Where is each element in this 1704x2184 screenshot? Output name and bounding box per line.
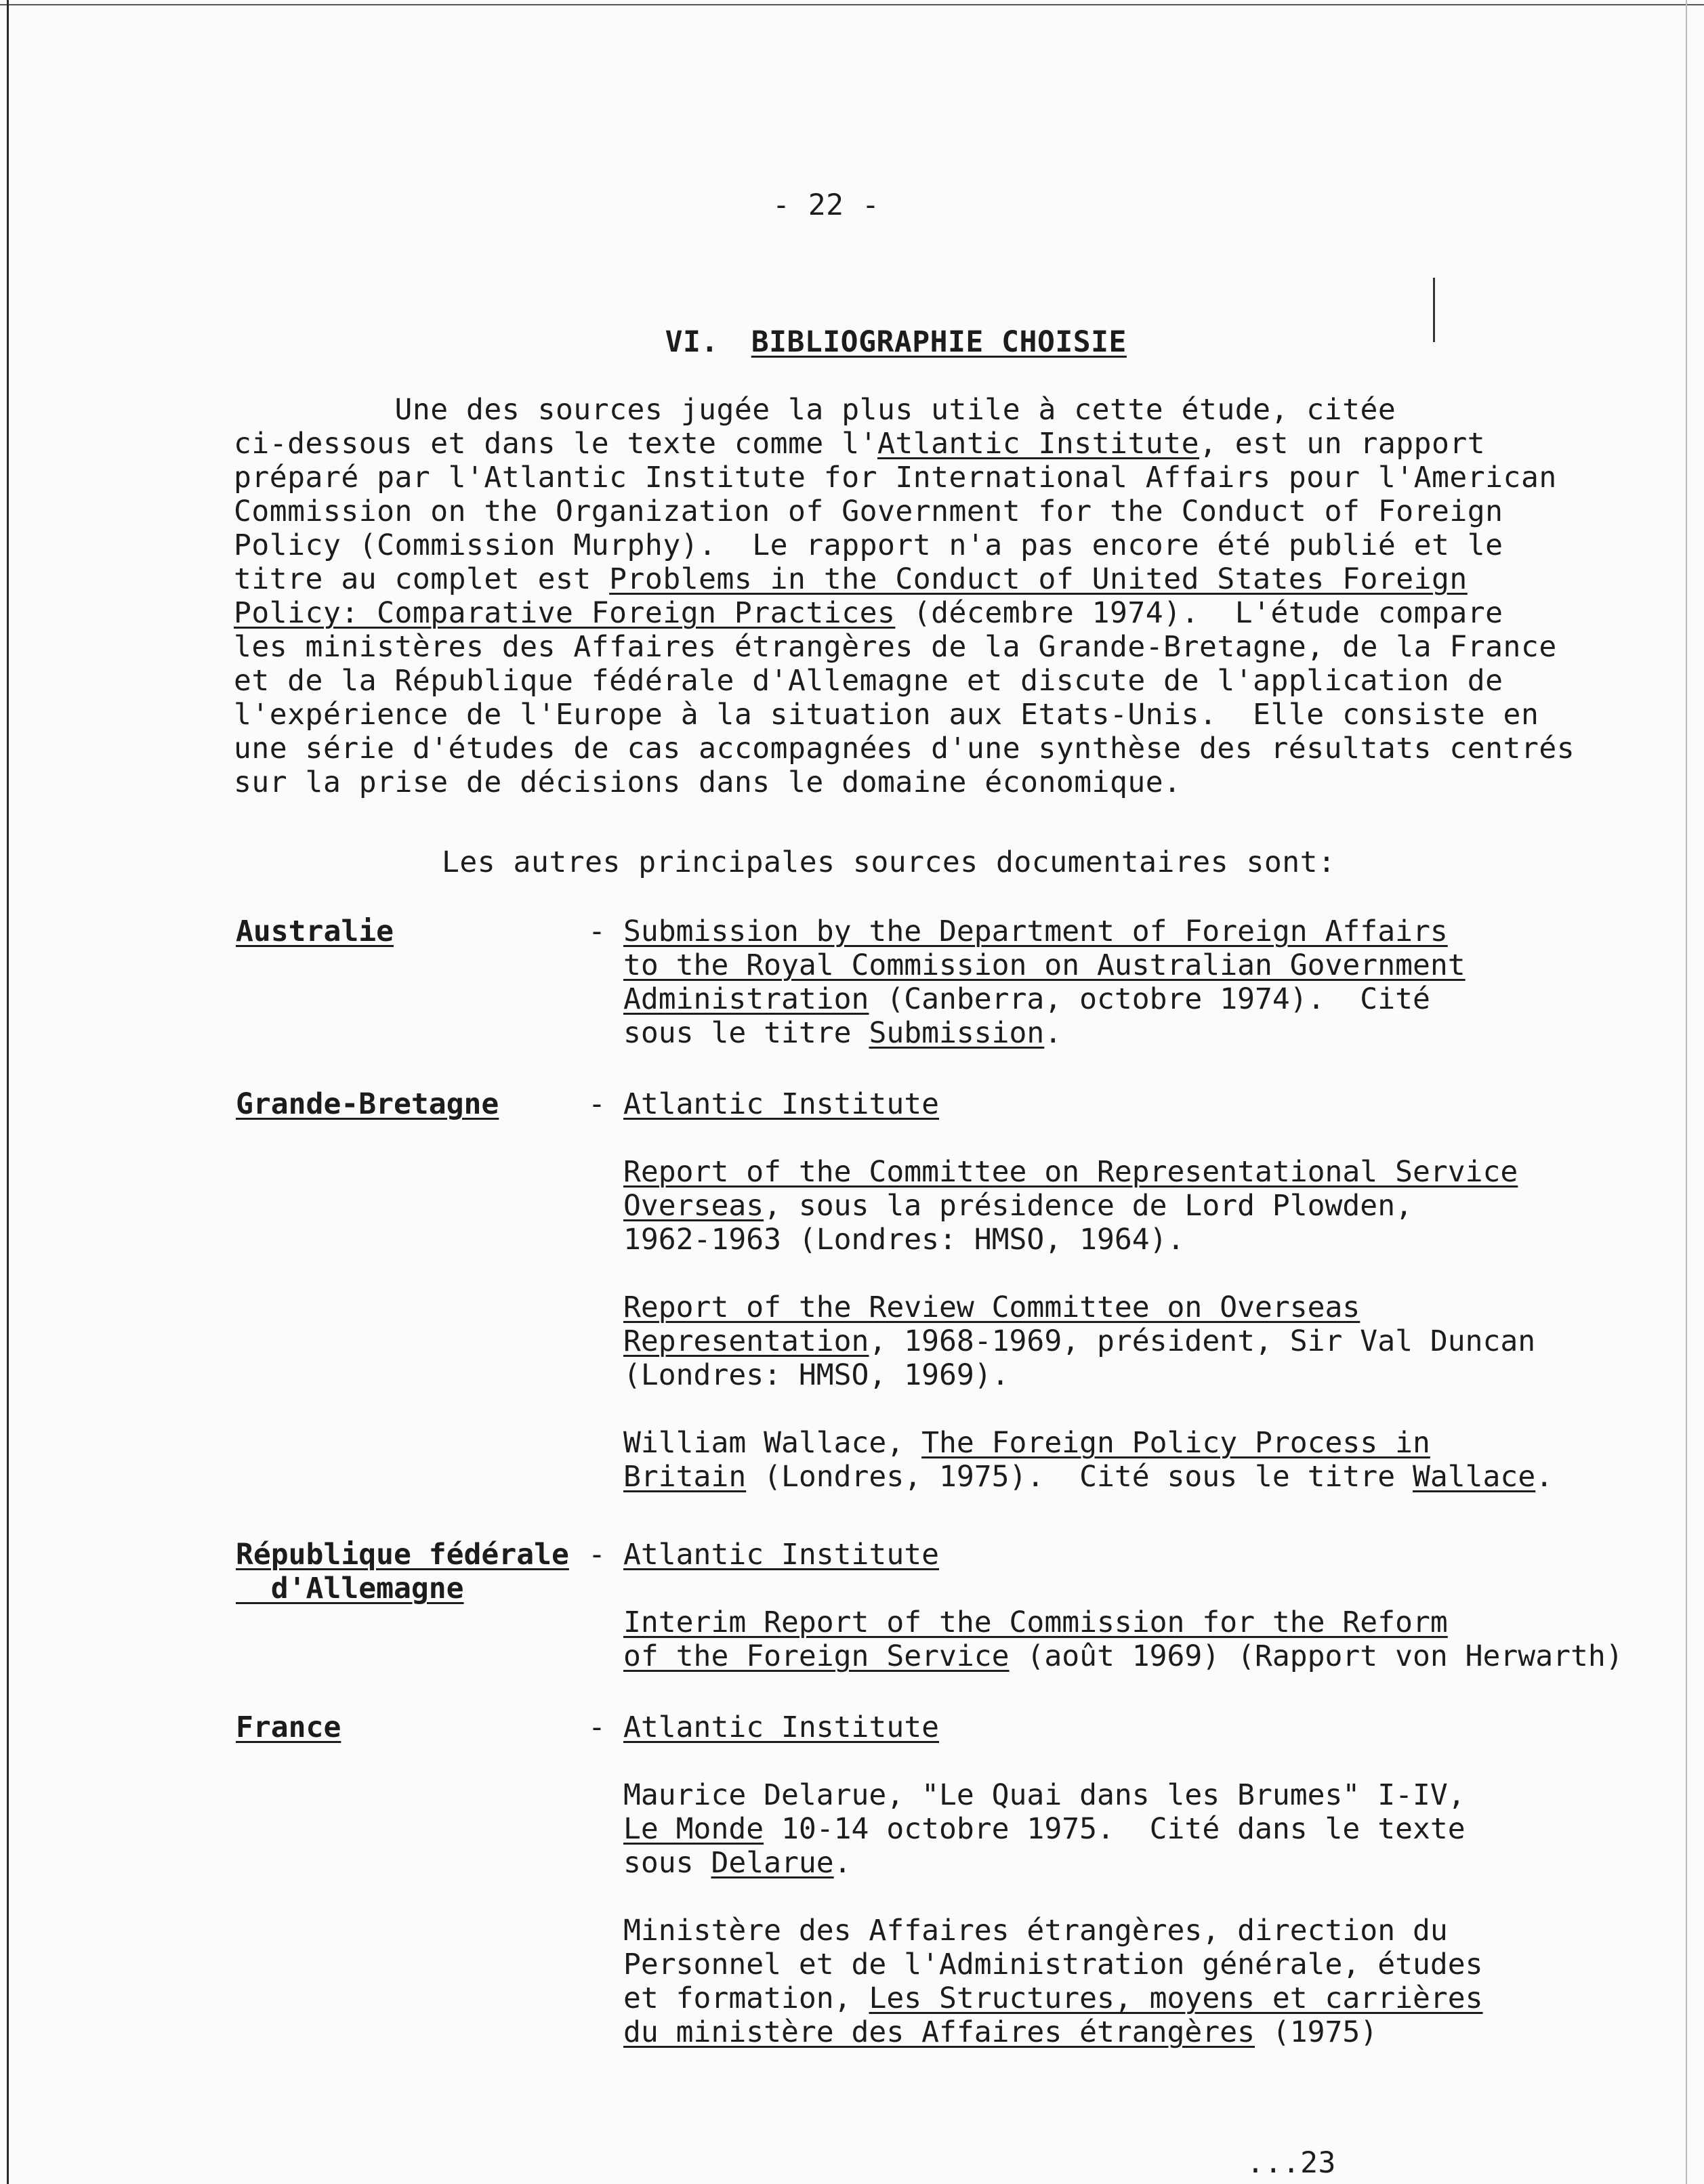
text-run: 1962-1963 (Londres: HMSO, 1964). xyxy=(623,1223,1185,1257)
underlined-title: Report of the Review Committee on Overseas xyxy=(623,1290,1360,1324)
entry-dash: - xyxy=(588,1087,606,1121)
entry-line xyxy=(623,1538,939,1572)
text-run: ci-dessous et dans le texte comme l' xyxy=(234,427,877,461)
entry-line xyxy=(623,1981,1483,2015)
entry-line xyxy=(623,1358,1535,1392)
country-label-line: d'Allemagne xyxy=(236,1572,464,1605)
page-edge-top xyxy=(0,4,1704,5)
entry-line xyxy=(623,1639,1623,1673)
intro-line xyxy=(234,528,1575,562)
entry-line xyxy=(623,2015,1483,2049)
text-run: , sous la présidence de Lord Plowden, xyxy=(764,1189,1413,1223)
entry-line xyxy=(623,1812,1466,1846)
entry-line xyxy=(623,1426,1553,1460)
bibliography-entry xyxy=(623,1087,939,1121)
page-edge-right xyxy=(1686,0,1687,2184)
underlined-title: Report of the Committee on Representational Service xyxy=(623,1155,1518,1189)
entry-line xyxy=(623,1223,1518,1257)
country-label xyxy=(236,915,394,948)
text-run: . xyxy=(1535,1460,1554,1494)
bibliography-entry xyxy=(623,1710,939,1744)
intro-line xyxy=(234,664,1575,698)
section-heading xyxy=(594,291,1127,393)
margin-mark xyxy=(1433,278,1435,342)
entry-line xyxy=(623,1778,1466,1812)
text-run: (Londres: HMSO, 1969). xyxy=(623,1358,1010,1392)
text-run: Ministère des Affaires étrangères, direction du xyxy=(623,1914,1448,1948)
country-label-line: République fédérale xyxy=(236,1538,569,1572)
entry-dash: - xyxy=(588,1538,606,1572)
text-run: (août 1969) (Rapport von Herwarth) xyxy=(1009,1639,1623,1673)
underlined-title: Policy: Comparative Foreign Practices xyxy=(234,596,896,630)
text-run: . xyxy=(833,1846,852,1880)
intro-line xyxy=(234,393,1575,427)
text-run: . xyxy=(1044,1016,1062,1050)
underlined-title: Atlantic Institute xyxy=(623,1087,939,1121)
country-label xyxy=(236,1087,499,1121)
entry-line xyxy=(623,1189,1518,1223)
intro-line xyxy=(234,427,1575,461)
entry-line xyxy=(623,1948,1483,1981)
text-run: titre au complet est xyxy=(234,562,610,596)
bibliography-entry xyxy=(623,1914,1483,2049)
entry-line xyxy=(623,1290,1535,1324)
text-run: (1975) xyxy=(1254,2015,1378,2049)
text-run: préparé par l'Atlantic Institute for International Affairs pour l'American xyxy=(234,461,1557,495)
continuation-marker: ...23 xyxy=(1247,2146,1336,2180)
text-run: l'expérience de l'Europe à la situation aux Etats-Unis. Elle consiste en xyxy=(234,698,1539,732)
text-run: sous xyxy=(623,1846,711,1880)
entry-line xyxy=(623,1846,1466,1880)
entry-line xyxy=(623,1710,939,1744)
intro-line xyxy=(234,562,1575,596)
country-label xyxy=(236,1538,569,1605)
entry-dash: - xyxy=(588,915,606,948)
intro-line xyxy=(234,765,1575,799)
text-run: et formation, xyxy=(623,1981,869,2015)
text-run: , est un rapport xyxy=(1199,427,1486,461)
bibliography-entry xyxy=(623,1538,939,1572)
intro-paragraph xyxy=(234,393,1575,799)
entry-line xyxy=(623,1324,1535,1358)
sources-lead: Les autres principales sources documentaires sont: xyxy=(442,845,1336,879)
bibliography-entry xyxy=(623,1426,1553,1494)
entry-line xyxy=(623,948,1466,982)
text-run: les ministères des Affaires étrangères de la Grande-Bretagne, de la France xyxy=(234,630,1557,664)
underlined-title: Britain xyxy=(623,1460,747,1494)
page-number: - 22 - xyxy=(772,188,880,222)
entry-line xyxy=(623,1914,1483,1948)
underlined-title: Submission xyxy=(869,1016,1045,1050)
entry-line xyxy=(623,982,1466,1016)
text-run: Policy (Commission Murphy). Le rapport n'a pas encore été publié et le xyxy=(234,528,1503,562)
text-run: sous le titre xyxy=(623,1016,869,1050)
bibliography-entry xyxy=(623,915,1466,1050)
text-run: , 1968-1969, président, Sir Val Duncan xyxy=(869,1324,1536,1358)
text-run: et de la République fédérale d'Allemagne et discute de l'application de xyxy=(234,664,1503,698)
entry-line xyxy=(623,1087,939,1121)
underlined-title: Le Monde xyxy=(623,1812,764,1846)
intro-line xyxy=(234,630,1575,664)
underlined-title: of the Foreign Service xyxy=(623,1639,1010,1673)
text-run: 10-14 octobre 1975. Cité dans le texte xyxy=(764,1812,1466,1846)
bibliography-entry xyxy=(623,1290,1535,1392)
country-label-line: Australie xyxy=(236,915,394,948)
underlined-title: du ministère des Affaires étrangères xyxy=(623,2015,1255,2049)
intro-line xyxy=(234,461,1575,495)
section-numeral: VI. xyxy=(665,325,719,359)
intro-line xyxy=(234,495,1575,528)
text-run: sur la prise de décisions dans le domaine économique. xyxy=(234,765,1182,799)
text-run: Commission on the Organization of Government for the Conduct of Foreign xyxy=(234,495,1503,528)
underlined-title: Overseas xyxy=(623,1189,764,1223)
underlined-title: Atlantic Institute xyxy=(877,427,1199,461)
underlined-title: Atlantic Institute xyxy=(623,1538,939,1572)
underlined-title: Representation xyxy=(623,1324,869,1358)
bibliography-entry xyxy=(623,1605,1623,1673)
text-run: William Wallace, xyxy=(623,1426,922,1460)
underlined-title: The Foreign Policy Process in xyxy=(921,1426,1430,1460)
underlined-title: Atlantic Institute xyxy=(623,1710,939,1744)
entry-line xyxy=(623,1155,1518,1189)
bibliography-entry xyxy=(623,1155,1518,1257)
country-label-line: Grande-Bretagne xyxy=(236,1087,499,1121)
page-edge-left xyxy=(7,0,9,2184)
section-title: BIBLIOGRAPHIE CHOISIE xyxy=(751,325,1127,359)
intro-line xyxy=(234,698,1575,732)
text-run: (Londres, 1975). Cité sous le titre xyxy=(746,1460,1413,1494)
intro-line xyxy=(234,732,1575,765)
country-label xyxy=(236,1710,341,1744)
intro-line xyxy=(234,596,1575,630)
underlined-title: Delarue xyxy=(711,1846,834,1880)
entry-line xyxy=(623,1605,1623,1639)
entry-dash: - xyxy=(588,1710,606,1744)
bibliography-entry xyxy=(623,1778,1466,1880)
text-run: Une des sources jugée la plus utile à cette étude, citée xyxy=(234,393,1396,427)
underlined-title: Les Structures, moyens et carrières xyxy=(869,1981,1483,2015)
underlined-title: to the Royal Commission on Australian Government xyxy=(623,948,1466,982)
text-run: Maurice Delarue, "Le Quai dans les Brumes" I-IV, xyxy=(623,1778,1466,1812)
underlined-title: Administration xyxy=(623,982,869,1016)
country-label-line: France xyxy=(236,1710,341,1744)
text-run: (décembre 1974). L'étude compare xyxy=(895,596,1503,630)
text-run: Personnel et de l'Administration générale, études xyxy=(623,1948,1483,1981)
text-run: (Canberra, octobre 1974). Cité xyxy=(869,982,1430,1016)
entry-line xyxy=(623,1460,1553,1494)
underlined-title: Interim Report of the Commission for the Reform xyxy=(623,1605,1448,1639)
underlined-title: Wallace xyxy=(1412,1460,1536,1494)
text-run: une série d'études de cas accompagnées d'une synthèse des résultats centrés xyxy=(234,732,1575,765)
entry-line xyxy=(623,1016,1466,1050)
underlined-title: Problems in the Conduct of United States Foreign xyxy=(609,562,1468,596)
entry-line xyxy=(623,915,1466,948)
underlined-title: Submission by the Department of Foreign Affairs xyxy=(623,915,1448,948)
